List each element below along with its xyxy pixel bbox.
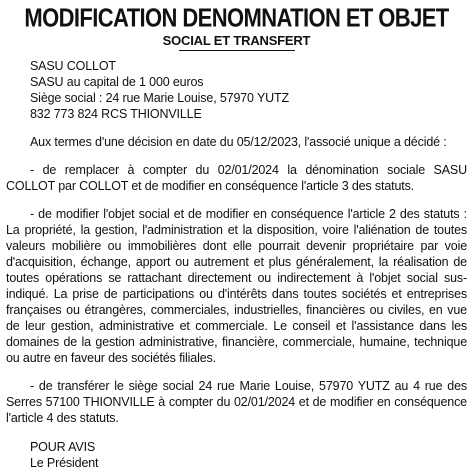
company-name: SASU COLLOT (30, 59, 116, 73)
signatory: Le Président (30, 456, 99, 470)
decision-name-change: - de remplacer à compter du 02/01/2024 la dénomination sociale SASU COLLOT par COLLOT et de modifier en conséquence l'article 3 des statuts. (6, 163, 467, 193)
intro-paragraph: Aux termes d'une décision en date du 05/12/2023, l'associé unique a décidé : (30, 135, 447, 149)
company-block (6, 58, 467, 122)
decision-object-change: - de modifier l'objet social et de modifier en conséquence l'article 2 des statuts : La propriété, la gestion, l'administration et la disposition, voire l'aliénation de toutes valeurs mobilière ou immobilières dont elle pourrait devenir propriétaire par voie d'acquisition, échange, apport ou autrement et plus généralement, la réalisation de toutes opérations se rattachant directement ou indirectement à l'objet social sus-indiqué. La prise de participations ou d'intérêts dans toutes sociétés et entreprises françaises ou étrangères, commerciales, industrielles, financières ou civiles, en vue de leur gestion, administrative et commerciale. Le conseil et l'assistance dans les domaines de la gestion administrative, financière, commerciale, humaine, technique ou autre en faveur des sociétés filiales. (6, 207, 467, 365)
decision-transfer: - de transférer le siège social 24 rue Marie Louise, 57970 YUTZ au 4 rue des Serres 57100 THIONVILLE à compter du 02/01/2024 et de modifier en conséquence l'article 4 des statuts. (6, 379, 467, 425)
subtitle-underline (179, 50, 295, 51)
notice-subtitle: SOCIAL ET TRANSFERT (162, 33, 311, 48)
signature-block (6, 439, 467, 471)
company-address: Siège social : 24 rue Marie Louise, 57970 YUTZ (30, 91, 289, 105)
company-rcs: 832 773 824 RCS THIONVILLE (30, 107, 202, 121)
closing-text: POUR AVIS (30, 440, 96, 454)
company-capital: SASU au capital de 1 000 euros (30, 75, 204, 89)
notice-title: MODIFICATION DENOMNATION ET OBJET (24, 2, 449, 33)
